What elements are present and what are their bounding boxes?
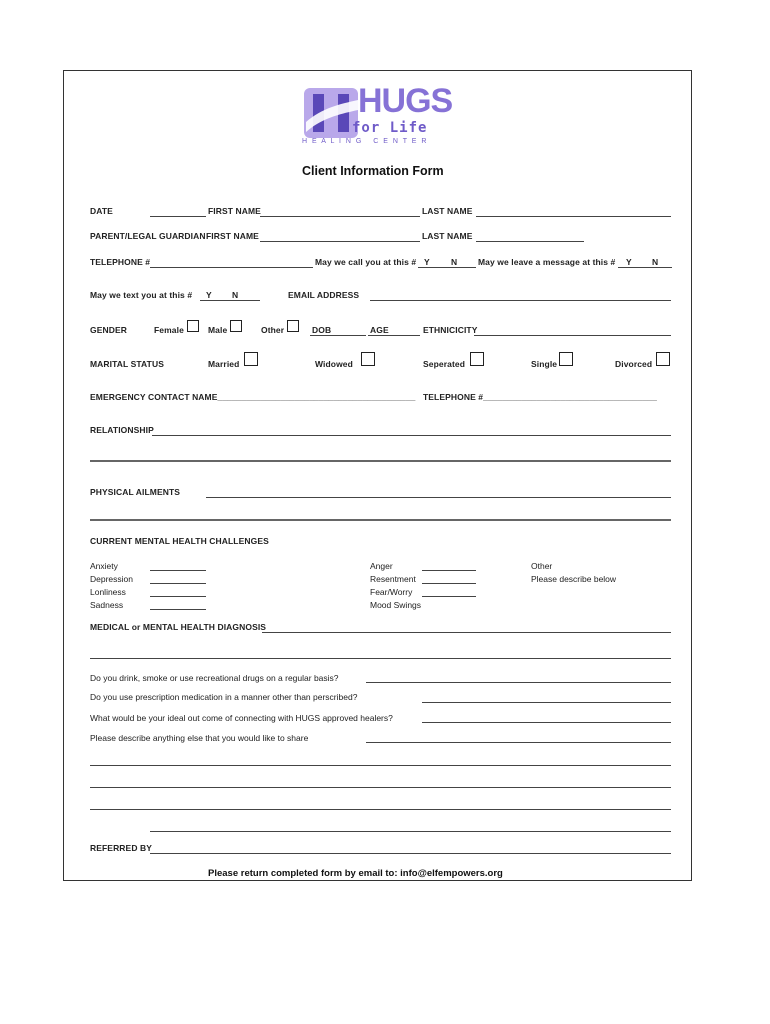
resentment-field[interactable] <box>422 583 476 584</box>
fear-worry-label: Fear/Worry <box>370 587 413 597</box>
message-yes[interactable]: Y <box>626 257 632 267</box>
first-name-field[interactable] <box>260 216 420 217</box>
question-drugs-field[interactable] <box>366 682 671 683</box>
diagnosis-field-2[interactable] <box>90 658 671 659</box>
first-name-label: FIRST NAME <box>208 206 261 216</box>
call-yes[interactable]: Y <box>424 257 430 267</box>
message-question: May we leave a message at this # <box>478 257 616 267</box>
telephone-label: TELEPHONE # <box>90 257 151 267</box>
logo-tagline: for Life <box>352 120 428 136</box>
anxiety-field[interactable] <box>150 570 206 571</box>
age-field[interactable] <box>368 335 420 336</box>
physical-ailments-field[interactable] <box>206 497 671 498</box>
depression-label: Depression <box>90 574 133 584</box>
diagnosis-label: MEDICAL or MENTAL HEALTH DIAGNOSIS <box>90 622 267 632</box>
call-no[interactable]: N <box>451 257 458 267</box>
text-no[interactable]: N <box>232 290 239 300</box>
anything-else-field-5[interactable] <box>150 831 671 832</box>
age-label: AGE <box>370 325 389 335</box>
message-no[interactable]: N <box>652 257 659 267</box>
widowed-checkbox[interactable] <box>361 352 375 366</box>
question-prescription: Do you use prescription medication in a manner other than perscribed? <box>90 692 358 702</box>
other-checkbox[interactable] <box>287 320 299 332</box>
logo-subtitle: H E A L I N G C E N T E R <box>302 138 428 145</box>
guardian-label: PARENT/LEGAL GUARDIAN <box>90 231 206 241</box>
question-prescription-field[interactable] <box>422 702 671 703</box>
date-field[interactable] <box>150 216 206 217</box>
separated-label: Seperated <box>423 359 466 369</box>
anger-field[interactable] <box>422 570 476 571</box>
loneliness-label: Lonliness <box>90 587 126 597</box>
female-label: Female <box>154 325 184 335</box>
ethnicity-label: ETHNICICITY <box>423 325 478 335</box>
form-title: Client Information Form <box>302 164 444 178</box>
emergency-telephone-label[interactable]: TELEPHONE #____________________________________ <box>423 392 657 402</box>
anything-else-field-1[interactable] <box>366 742 671 743</box>
referred-by-label: REFERRED BY <box>90 843 153 853</box>
married-checkbox[interactable] <box>244 352 258 366</box>
relationship-field[interactable] <box>152 435 671 436</box>
single-label: Single <box>531 359 558 369</box>
resentment-label: Resentment <box>370 574 416 584</box>
mental-health-heading: CURRENT MENTAL HEALTH CHALLENGES <box>90 536 269 546</box>
text-yes[interactable]: Y <box>206 290 212 300</box>
date-label: DATE <box>90 206 113 216</box>
telephone-field[interactable] <box>150 267 313 268</box>
fear-worry-field[interactable] <box>422 596 476 597</box>
text-question: May we text you at this # <box>90 290 193 300</box>
dob-label: DOB <box>312 325 332 335</box>
guardian-last-name-label: LAST NAME <box>422 231 473 241</box>
anything-else-field-2[interactable] <box>90 765 671 766</box>
section-divider <box>90 460 671 462</box>
last-name-label: LAST NAME <box>422 206 473 216</box>
widowed-label: Widowed <box>315 359 353 369</box>
question-anything-else: Please describe anything else that you would like to share <box>90 733 309 743</box>
loneliness-field[interactable] <box>150 596 206 597</box>
guardian-last-name-field[interactable] <box>476 241 584 242</box>
diagnosis-field[interactable] <box>262 632 671 633</box>
sadness-field[interactable] <box>150 609 206 610</box>
ethnicity-field[interactable] <box>474 335 671 336</box>
depression-field[interactable] <box>150 583 206 584</box>
marital-label: MARITAL STATUS <box>90 359 164 369</box>
guardian-first-name-field[interactable] <box>260 241 420 242</box>
gender-label: GENDER <box>90 325 127 335</box>
email-field[interactable] <box>370 300 671 301</box>
other-label: Other <box>261 325 285 335</box>
anger-label: Anger <box>370 561 393 571</box>
return-instructions: Please return completed form by email to: info@elfempowers.org <box>208 868 503 879</box>
question-drugs: Do you drink, smoke or use recreational drugs on a regular basis? <box>90 673 339 683</box>
referred-by-field[interactable] <box>150 853 671 854</box>
mood-swings-label: Mood Swings <box>370 600 422 610</box>
form-frame <box>63 70 692 881</box>
question-outcome-field[interactable] <box>422 722 671 723</box>
email-label: EMAIL ADDRESS <box>288 290 360 300</box>
logo-brand: HUGS <box>358 82 453 120</box>
guardian-first-name-label: FIRST NAME <box>206 231 259 241</box>
male-checkbox[interactable] <box>230 320 242 332</box>
single-checkbox[interactable] <box>559 352 573 366</box>
anxiety-label: Anxiety <box>90 561 118 571</box>
female-checkbox[interactable] <box>187 320 199 332</box>
message-yn-underline <box>618 267 672 268</box>
physical-ailments-label: PHYSICAL AILMENTS <box>90 487 181 497</box>
question-outcome: What would be your ideal out come of connecting with HUGS approved healers? <box>90 713 393 723</box>
sadness-label: Sadness <box>90 600 124 610</box>
male-label: Male <box>208 325 228 335</box>
emergency-contact-label[interactable]: EMERGENCY CONTACT NAME_________________________________________ <box>90 392 416 402</box>
last-name-field[interactable] <box>476 216 671 217</box>
relationship-label: RELATIONSHIP <box>90 425 154 435</box>
call-yn-underline <box>418 267 476 268</box>
anything-else-field-3[interactable] <box>90 787 671 788</box>
separated-checkbox[interactable] <box>470 352 484 366</box>
text-yn-underline <box>200 300 260 301</box>
divorced-label: Divorced <box>615 359 653 369</box>
physical-ailments-line-2[interactable] <box>90 519 671 521</box>
dob-field[interactable] <box>310 335 366 336</box>
married-label: Married <box>208 359 240 369</box>
call-question: May we call you at this # <box>315 257 417 267</box>
describe-below-label: Please describe below <box>531 574 617 584</box>
other-challenge-label: Other <box>531 561 553 571</box>
anything-else-field-4[interactable] <box>90 809 671 810</box>
divorced-checkbox[interactable] <box>656 352 670 366</box>
